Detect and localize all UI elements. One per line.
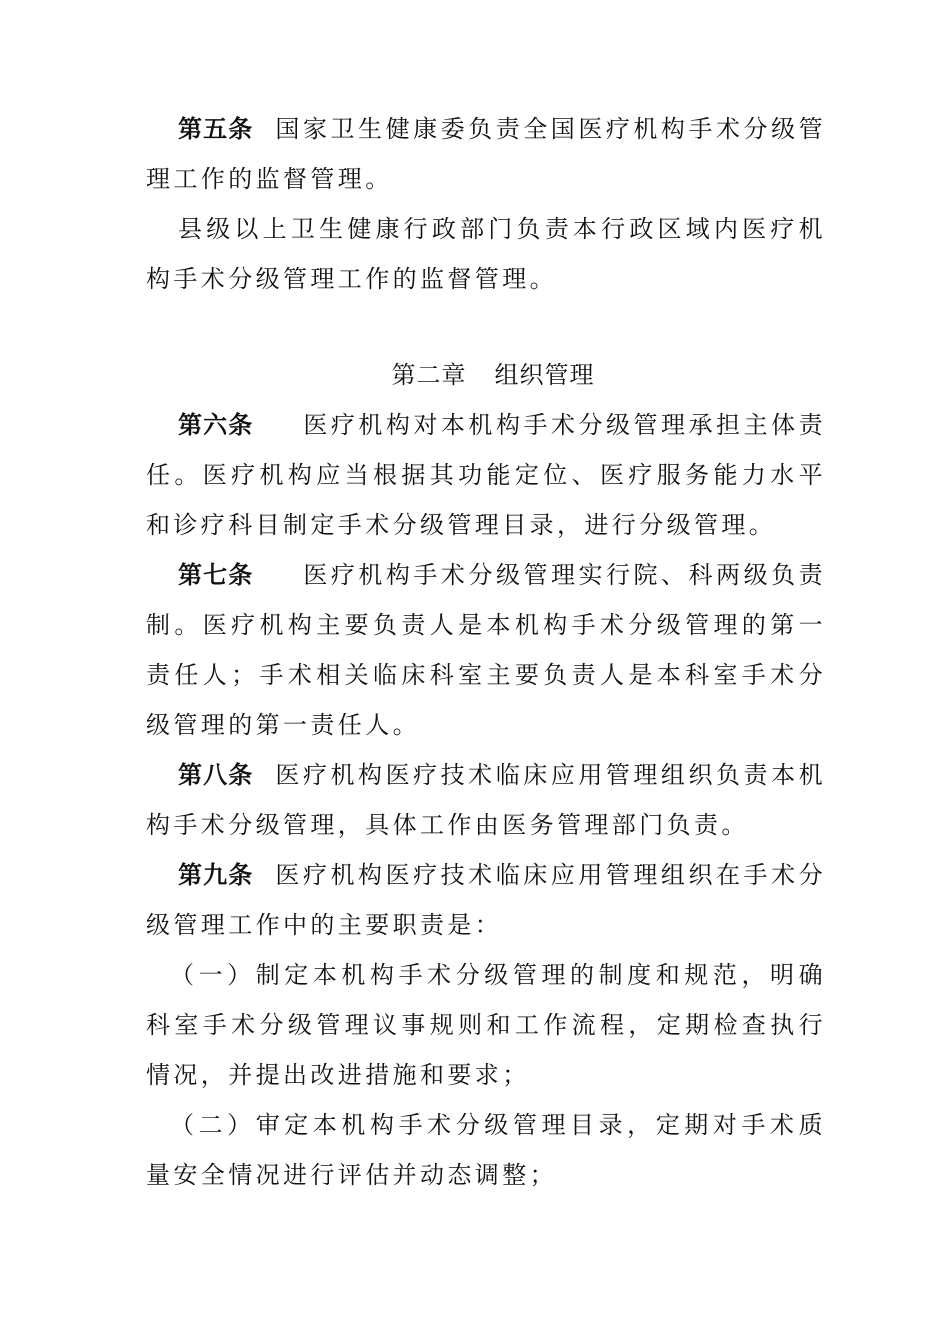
article-9-item-2 (146, 1100, 826, 1200)
article-6-label: 第六条 (178, 411, 254, 439)
chapter-heading (146, 350, 826, 400)
article-6 (146, 400, 826, 550)
article-9 (146, 850, 826, 950)
article-9-item-2-text: （二）审定本机构手术分级管理目录，定期对手术质量安全情况进行评估并动态调整； (146, 1111, 826, 1189)
article-5-paragraph-2 (146, 204, 826, 304)
article-5-label: 第五条 (178, 115, 254, 143)
article-5-text-2: 县级以上卫生健康行政部门负责本行政区域内医疗机构手术分级管理工作的监督管理。 (146, 215, 826, 293)
article-9-item-1 (146, 950, 826, 1100)
article-9-label: 第九条 (178, 861, 254, 889)
chapter-number: 第二章 (391, 361, 467, 389)
chapter-title: 组织管理 (494, 361, 595, 389)
article-7 (146, 550, 826, 750)
article-9-text: 医疗机构医疗技术临床应用管理组织在手术分级管理工作中的主要职责是： (146, 861, 827, 939)
article-7-text: 医疗机构手术分级管理实行院、科两级负责制。医疗机构主要负责人是本机构手术分级管理的第一责任人；手术相关临床科室主要负责人是本科室手术分级管理的第一责任人。 (146, 561, 826, 739)
article-5 (146, 104, 826, 204)
article-8 (146, 750, 826, 850)
document-page (146, 104, 826, 1200)
article-8-label: 第八条 (178, 761, 254, 789)
article-7-label: 第七条 (178, 561, 254, 589)
article-8-text: 医疗机构医疗技术临床应用管理组织负责本机构手术分级管理，具体工作由医务管理部门负责。 (146, 761, 827, 839)
article-5-text: 国家卫生健康委负责全国医疗机构手术分级管理工作的监督管理。 (146, 115, 827, 193)
article-9-item-1-text: （一）制定本机构手术分级管理的制度和规范，明确科室手术分级管理议事规则和工作流程，定期检查执行情况，并提出改进措施和要求； (146, 961, 826, 1089)
article-6-text: 医疗机构对本机构手术分级管理承担主体责任。医疗机构应当根据其功能定位、医疗服务能力水平和诊疗科目制定手术分级管理目录，进行分级管理。 (146, 411, 826, 539)
